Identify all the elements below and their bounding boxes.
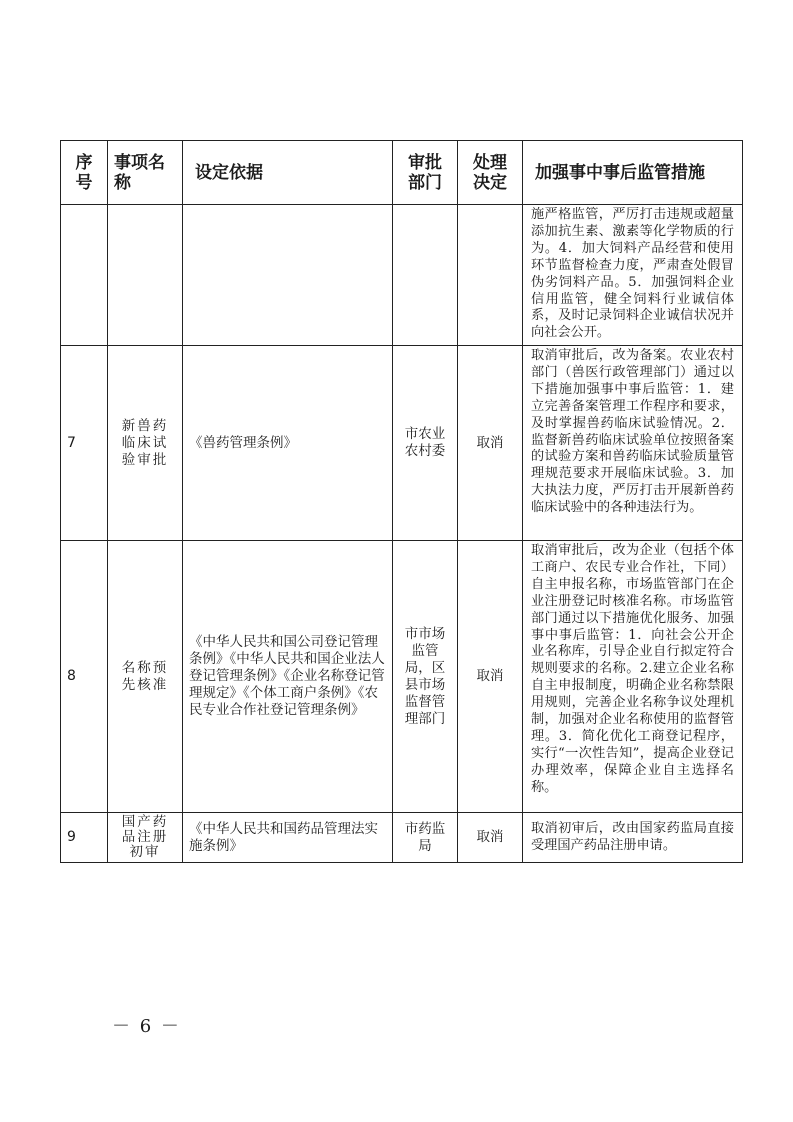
row-dept: [393, 205, 458, 346]
row-measures: 取消初审后，改由国家药监局直接受理国产药品注册申请。: [523, 813, 743, 863]
row-decision: 取消: [458, 813, 523, 863]
row-dept: 市药监局: [393, 813, 458, 863]
header-dept: 审批部门: [393, 141, 458, 205]
row-measures: 取消审批后，改为备案。农业农村部门（兽医行政管理部门）通过以下措施加强事中事后监管：1．建立完善备案管理工作程序和要求，及时掌握兽药临床试验情况。2．监督新兽药临床试验单位按照备案的试验方案和兽药临床试验质量管理规范要求开展临床试验。3．加大执法力度，严厉打击开展新兽药临床试验中的各种违法行为。: [523, 346, 743, 541]
row-item-name: 国产药品注册初审: [108, 813, 183, 863]
table-row: [61, 541, 743, 813]
row-decision: 取消: [458, 541, 523, 813]
row-seq: 9: [61, 813, 108, 863]
row-measures: 施严格监管，严厉打击违规或超量添加抗生素、激素等化学物质的行为。4．加大饲料产品经营和使用环节监督检查力度，严肃查处假冒伪劣饲料产品。5．加强饲料企业信用监管，健全饲料行业诚信体系，及时记录饲料企业诚信状况并向社会公开。: [523, 205, 743, 346]
row-seq: 8: [61, 541, 108, 813]
header-decision: 处理决定: [458, 141, 523, 205]
row-seq: 7: [61, 346, 108, 541]
row-basis: 《中华人民共和国公司登记管理条例》《中华人民共和国企业法人登记管理条例》《企业名称登记管理规定》《个体工商户条例》《农民专业合作社登记管理条例》: [183, 541, 393, 813]
header-measures: 加强事中事后监管措施: [523, 141, 743, 205]
row-basis: [183, 205, 393, 346]
row-basis: 《兽药管理条例》: [183, 346, 393, 541]
row-seq: [61, 205, 108, 346]
header-item: 事项名称: [108, 141, 183, 205]
table-row: [61, 346, 743, 541]
row-basis: 《中华人民共和国药品管理法实施条例》: [183, 813, 393, 863]
row-item-name: 名称预先核准: [108, 541, 183, 813]
table-row: [61, 205, 743, 346]
row-decision: 取消: [458, 346, 523, 541]
row-measures: 取消审批后，改为企业（包括个体工商户、农民专业合作社，下同）自主申报名称，市场监管部门在企业注册登记时核准名称。市场监管部门通过以下措施优化服务、加强事中事后监管：1．向社会公开企业名称库，引导企业自行拟定符合规则要求的名称。2.建立企业名称自主申报制度，明确企业名称禁限用规则，完善企业名称争议处理机制，加强对企业名称使用的监督管理。3．简化优化工商登记程序，实行“一次性告知”，提高企业登记办理效率，保障企业自主选择名称。: [523, 541, 743, 813]
header-seq: 序号: [61, 141, 108, 205]
table-row: [61, 813, 743, 863]
page-number: － 6 －: [112, 1016, 181, 1037]
row-item-name: 新兽药临床试验审批: [108, 346, 183, 541]
table-header-row: [61, 141, 743, 205]
row-dept: 市农业农村委: [393, 346, 458, 541]
row-decision: [458, 205, 523, 346]
row-item-name: [108, 205, 183, 346]
header-basis: 设定依据: [183, 141, 393, 205]
regulation-table: [60, 140, 743, 863]
row-dept: 市市场监管局，区县市场监督管理部门: [393, 541, 458, 813]
